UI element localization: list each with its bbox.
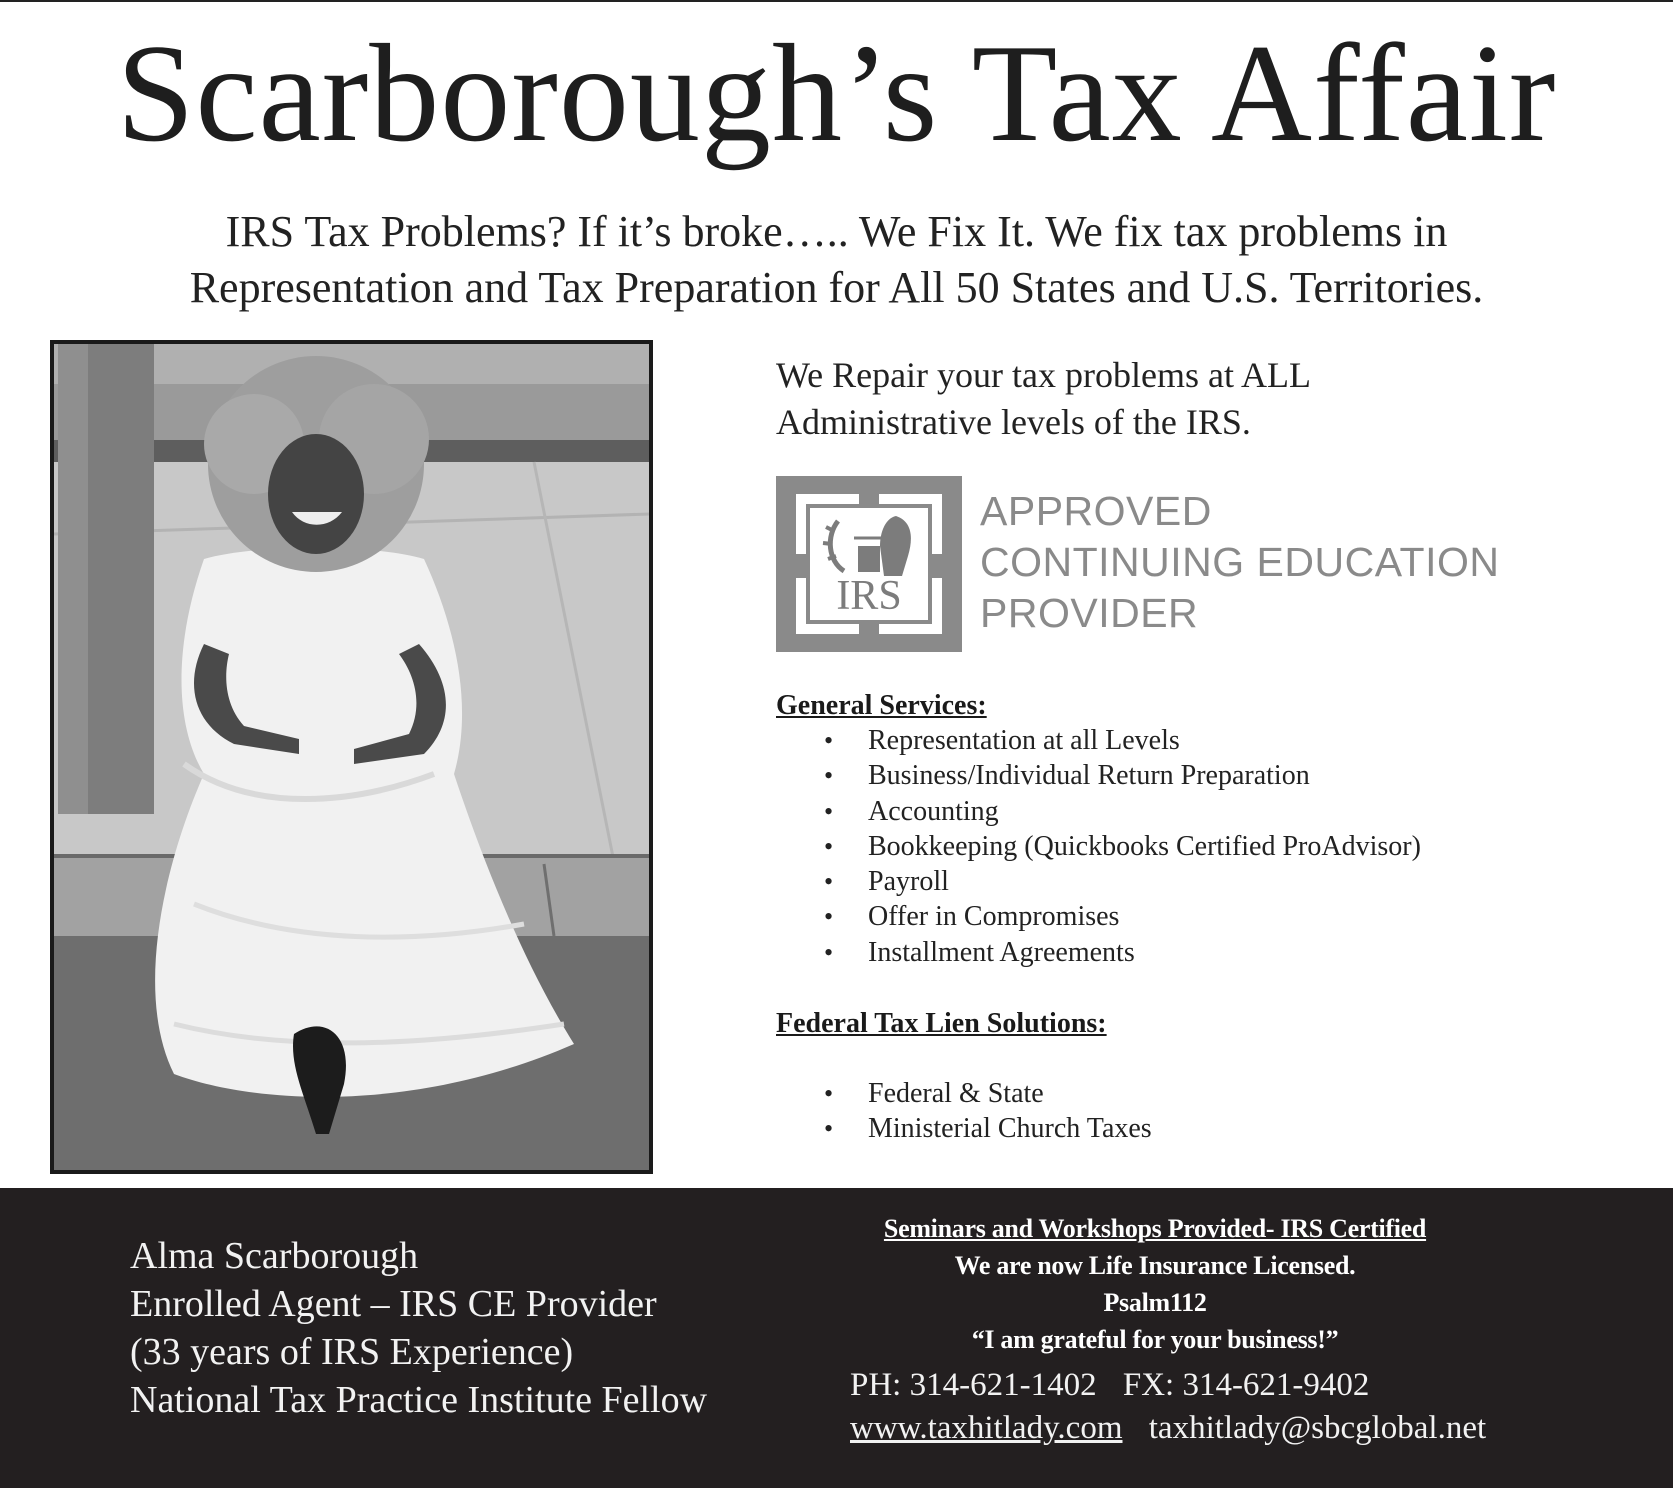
portrait-photo-illustration (54, 344, 649, 1170)
list-item: • Offer in Compromises (776, 899, 1421, 934)
bullet-icon: • (824, 761, 834, 791)
phone-number: PH: 314-621-1402 (850, 1367, 1097, 1403)
insurance-line: We are now Life Insurance Licensed. (954, 1251, 1356, 1280)
list-item: • Bookkeeping (Quickbooks Certified ProAdvisor) (776, 829, 1421, 864)
portrait-photo (50, 340, 653, 1174)
page-title: Scarborough’s Tax Affair (116, 16, 1557, 171)
intro-line-1: IRS Tax Problems? If it’s broke….. We Fix It. We fix tax problems in (225, 207, 1448, 256)
footer-banner (0, 1188, 1673, 1488)
intro-text (0, 204, 1673, 316)
intro-line-2: Representation and Tax Preparation for All 50 States and U.S. Territories. (189, 263, 1484, 312)
general-services-list (776, 723, 1421, 970)
contact-phone-fax (850, 1364, 1610, 1407)
list-item: • Accounting (776, 794, 1421, 829)
irs-approved-provider-badge (776, 476, 1566, 652)
list-item: • Business/Individual Return Preparation (776, 758, 1421, 793)
bullet-icon: • (824, 796, 834, 826)
list-item: • Representation at all Levels (776, 723, 1421, 758)
agent-title: Enrolled Agent – IRS CE Provider (130, 1283, 657, 1325)
general-services-heading: General Services: (776, 690, 987, 721)
promo-block (850, 1210, 1460, 1358)
website-link[interactable]: www.taxhitlady.com (850, 1410, 1123, 1446)
list-item: • Federal & State (776, 1076, 1152, 1111)
bullet-icon: • (824, 726, 834, 755)
repair-line-1: We Repair your tax problems at ALL (776, 355, 1311, 395)
irs-logo-text: IRS (836, 573, 902, 619)
approved-line-1: APPROVED (980, 488, 1212, 534)
bullet-icon: • (824, 937, 834, 967)
list-item: • Payroll (776, 864, 1421, 899)
list-item: • Ministerial Church Taxes (776, 1111, 1152, 1146)
seminars-line: Seminars and Workshops Provided- IRS Certified (883, 1214, 1427, 1243)
agent-fellow: National Tax Practice Institute Fellow (130, 1379, 708, 1421)
approved-line-3: PROVIDER (980, 590, 1199, 636)
bullet-icon: • (824, 867, 834, 897)
list-item: • Installment Agreements (776, 935, 1421, 970)
approved-provider-text (980, 486, 1499, 639)
bullet-icon: • (824, 831, 834, 861)
fax-number: FX: 314-621-9402 (1122, 1367, 1370, 1403)
agent-info (130, 1232, 707, 1424)
gratitude-quote: “I am grateful for your business!” (971, 1325, 1339, 1354)
email-address[interactable]: taxhitlady@sbcglobal.net (1148, 1410, 1487, 1446)
lien-solutions-list (776, 1076, 1152, 1147)
bullet-icon: • (824, 1114, 834, 1144)
approved-line-2: CONTINUING EDUCATION (980, 539, 1500, 585)
agent-name: Alma Scarborough (130, 1235, 419, 1277)
bullet-icon: • (824, 1079, 834, 1108)
agent-experience: (33 years of IRS Experience) (130, 1331, 574, 1373)
irs-logo-icon (776, 476, 962, 652)
repair-line-2: Administrative levels of the IRS. (776, 402, 1251, 442)
top-rule (0, 0, 1673, 2)
footer-promo-contact (850, 1210, 1610, 1450)
bullet-icon: • (824, 902, 834, 932)
contact-web-email (850, 1407, 1610, 1450)
lien-solutions-heading: Federal Tax Lien Solutions: (776, 1008, 1107, 1039)
repair-statement (776, 352, 1656, 446)
psalm-line: Psalm112 (1103, 1288, 1207, 1317)
